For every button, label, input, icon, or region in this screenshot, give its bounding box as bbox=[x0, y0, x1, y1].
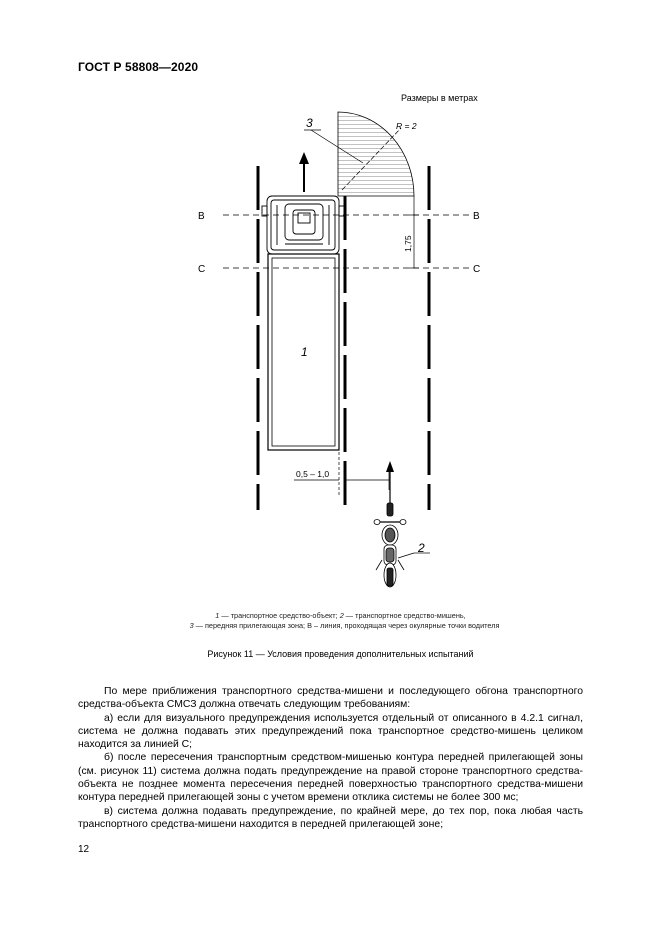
line-b-left-label: B bbox=[198, 211, 205, 222]
standard-header: ГОСТ Р 58808—2020 bbox=[78, 60, 199, 74]
legend-number-2: 2 bbox=[339, 611, 344, 620]
dimension-1-75 bbox=[409, 196, 419, 268]
body-text bbox=[78, 685, 583, 831]
line-b-right-label: B bbox=[473, 211, 480, 222]
legend-number-1: 1 bbox=[215, 611, 220, 620]
legend-text-1: — транспортное средство-объект; bbox=[219, 611, 340, 620]
paragraph-a: а) если для визуального предупреждения используется отдельный от описанного в 4.2.1 сигнал, система не должна подавать этих предупреждений пока транспортное средство-мишень целиком находится за линией С; bbox=[78, 712, 583, 751]
legend-text-3: — передняя прилегающая зона; В – линия, проходящая через окулярные точки водителя bbox=[193, 621, 500, 630]
truck-cab bbox=[262, 196, 344, 254]
paragraph-c: в) система должна подавать предупреждение, по крайней мере, до тех пор, пока любая часть транспортного средства-мишени находится в передней прилегающей зоне; bbox=[78, 805, 583, 830]
motorcycle bbox=[374, 503, 406, 587]
legend-number-3: 3 bbox=[189, 621, 194, 630]
callout-2-leader bbox=[398, 553, 430, 558]
page-number: 12 bbox=[78, 844, 90, 855]
dimension-offset-label: 0,5 – 1,0 bbox=[296, 469, 330, 479]
figure-legend-line-2 bbox=[14, 621, 661, 630]
figure-legend-line-1 bbox=[10, 611, 661, 620]
line-c-left-label: C bbox=[198, 264, 206, 275]
units-note: Размеры в метрах bbox=[401, 93, 478, 103]
direction-arrow-truck bbox=[299, 152, 309, 192]
line-c-right-label: C bbox=[473, 264, 481, 275]
paragraph-b: б) после пересечения транспортным средством-мишенью контура передней прилегающей зоны (см. рисунок 11) система должна подать предупреждение на правой стороне транспортного средства-объекта не позднее момента пересечения передней поверхностью транспортного средства-мишени контура передней прилегающей зоны с учетом времени отклика системы не более 300 мс; bbox=[78, 752, 583, 804]
callout-1: 1 bbox=[301, 345, 308, 359]
dimension-1-75-label: 1,75 bbox=[403, 235, 413, 252]
paragraph-intro: По мере приближения транспортного средства-мишени и последующего обгона транспортного средства-объекта СМСЗ должна отвечать следующим требованиям: bbox=[78, 686, 583, 711]
callout-2: 2 bbox=[418, 541, 425, 555]
direction-arrow-motorcycle bbox=[386, 461, 394, 508]
radius-label: R = 2 bbox=[396, 121, 417, 131]
legend-text-2: — транспортное средство-мишень, bbox=[343, 611, 466, 620]
figure-caption: Рисунок 11 — Условия проведения дополнительных испытаний bbox=[207, 649, 474, 659]
callout-3: 3 bbox=[306, 116, 313, 130]
